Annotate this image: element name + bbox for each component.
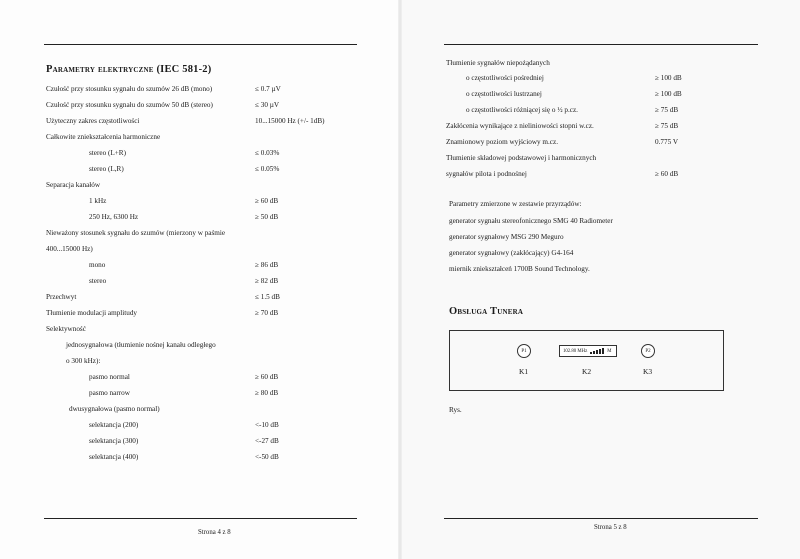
right-value: ≥ 75 dB bbox=[655, 106, 679, 114]
left-label: selektancja (400) bbox=[89, 453, 139, 461]
right-value: ≥ 100 dB bbox=[655, 74, 682, 82]
left-label: Czułość przy stosunku sygnału do szumów 26 dB (mono) bbox=[46, 85, 213, 93]
left-label: stereo (L+R) bbox=[89, 149, 126, 157]
left-label: pasmo narrow bbox=[89, 389, 130, 397]
left-label: 1 kHz bbox=[89, 197, 107, 205]
instrument-line: generator sygnału stereofonicznego SMG 40 Radiometer bbox=[449, 217, 613, 225]
top-rule-right bbox=[444, 44, 758, 45]
book-gutter bbox=[398, 0, 402, 559]
tuner-front-panel bbox=[449, 330, 724, 391]
left-label: selektancja (200) bbox=[89, 421, 139, 429]
right-label: Tłumienie sygnałów niepożądanych bbox=[446, 59, 550, 67]
left-label: Separacja kanałów bbox=[46, 181, 101, 189]
right-value: ≥ 60 dB bbox=[655, 170, 679, 178]
left-value: <-50 dB bbox=[255, 453, 279, 461]
label-k3: K3 bbox=[643, 367, 653, 376]
top-rule-left bbox=[44, 44, 357, 45]
left-value: ≥ 70 dB bbox=[255, 309, 279, 317]
right-label: Znamionowy poziom wyjściowy m.cz. bbox=[446, 138, 558, 146]
left-value: ≤ 0.03% bbox=[255, 149, 280, 157]
page-number-left: Strona 4 z 8 bbox=[198, 529, 231, 536]
left-label: stereo (L,R) bbox=[89, 165, 124, 173]
section-title-parametry: Parametry elektryczne (IEC 581-2) bbox=[46, 64, 212, 75]
left-value: ≥ 86 dB bbox=[255, 261, 279, 269]
left-label: Selektywność bbox=[46, 325, 86, 333]
label-k1: K1 bbox=[519, 367, 529, 376]
left-label: jednosygnałowa (tłumienie nośnej kanału odległego bbox=[66, 341, 216, 349]
left-label: Nieważony stosunek sygnału do szumów (mierzony w paśmie bbox=[46, 229, 226, 237]
instrument-line: Parametry zmierzone w zestawie przyrządów: bbox=[449, 200, 582, 208]
figure-caption: Rys. bbox=[449, 406, 462, 414]
left-value: ≤ 0.05% bbox=[255, 165, 280, 173]
instrument-line: generator sygnałowy MSG 290 Meguro bbox=[449, 233, 564, 241]
left-value: ≥ 60 dB bbox=[255, 373, 279, 381]
left-label: stereo bbox=[89, 277, 107, 285]
left-value: ≥ 50 dB bbox=[255, 213, 279, 221]
left-label: pasmo normal bbox=[89, 373, 130, 381]
right-label: o częstotliwości pośredniej bbox=[466, 74, 544, 82]
bottom-rule-right bbox=[444, 518, 758, 519]
left-label: Użyteczny zakres częstotliwości bbox=[46, 117, 140, 125]
section-title-obsluga: Obsługa Tunera bbox=[449, 306, 524, 317]
left-label: 400...15000 Hz) bbox=[46, 245, 93, 253]
left-value: ≥ 80 dB bbox=[255, 389, 279, 397]
right-page bbox=[400, 0, 800, 559]
right-label: Tłumienie składowej podstawowej i harmonicznych bbox=[446, 154, 597, 162]
left-value: ≥ 60 dB bbox=[255, 197, 279, 205]
right-label: o częstotliwości lustrzanej bbox=[466, 90, 542, 98]
left-value: ≤ 0.7 µV bbox=[255, 85, 281, 93]
knob-p1: P1 bbox=[517, 344, 531, 358]
right-label: sygnałów pilota i podnośnej bbox=[446, 170, 527, 178]
left-label: Całkowite zniekształcenia harmoniczne bbox=[46, 133, 161, 141]
left-label: o 300 kHz): bbox=[66, 357, 101, 365]
left-value: ≤ 1.5 dB bbox=[255, 293, 280, 301]
label-k2: K2 bbox=[582, 367, 592, 376]
left-value: <-27 dB bbox=[255, 437, 279, 445]
display-frequency: 102.80 MHz bbox=[563, 348, 588, 354]
left-label: Tłumienie modulacji amplitudy bbox=[46, 309, 138, 317]
left-value: ≥ 82 dB bbox=[255, 277, 279, 285]
right-value: ≥ 75 dB bbox=[655, 122, 679, 130]
signal-strength-icon bbox=[590, 348, 604, 354]
left-label: Czułość przy stosunku sygnału do szumów 50 dB (stereo) bbox=[46, 101, 213, 109]
left-label: selektancja (300) bbox=[89, 437, 139, 445]
page-number-right: Strona 5 z 8 bbox=[594, 524, 627, 531]
knob-p2: P2 bbox=[641, 344, 655, 358]
frequency-display bbox=[559, 345, 617, 357]
left-label: mono bbox=[89, 261, 106, 269]
left-label: Przechwyt bbox=[46, 293, 77, 301]
bottom-rule-left bbox=[44, 518, 357, 519]
left-value: <-10 dB bbox=[255, 421, 279, 429]
right-label: Zakłócenia wynikające z nieliniowości stopni w.cz. bbox=[446, 122, 594, 130]
right-value: 0.775 V bbox=[655, 138, 679, 146]
right-value: ≥ 100 dB bbox=[655, 90, 682, 98]
instrument-line: miernik zniekształceń 1700B Sound Technology. bbox=[449, 265, 590, 273]
right-label: o częstotliwości różniącej się o ½ p.cz. bbox=[466, 106, 578, 114]
left-label: dwusygnałowa (pasmo normal) bbox=[69, 405, 160, 413]
left-label: 250 Hz, 6300 Hz bbox=[89, 213, 139, 221]
left-value: ≤ 30 µV bbox=[255, 101, 280, 109]
instrument-line: generator sygnałowy (zakłócający) G4-164 bbox=[449, 249, 574, 257]
display-mode: M bbox=[607, 348, 612, 354]
left-value: 10...15000 Hz (+/- 1dB) bbox=[255, 117, 325, 125]
